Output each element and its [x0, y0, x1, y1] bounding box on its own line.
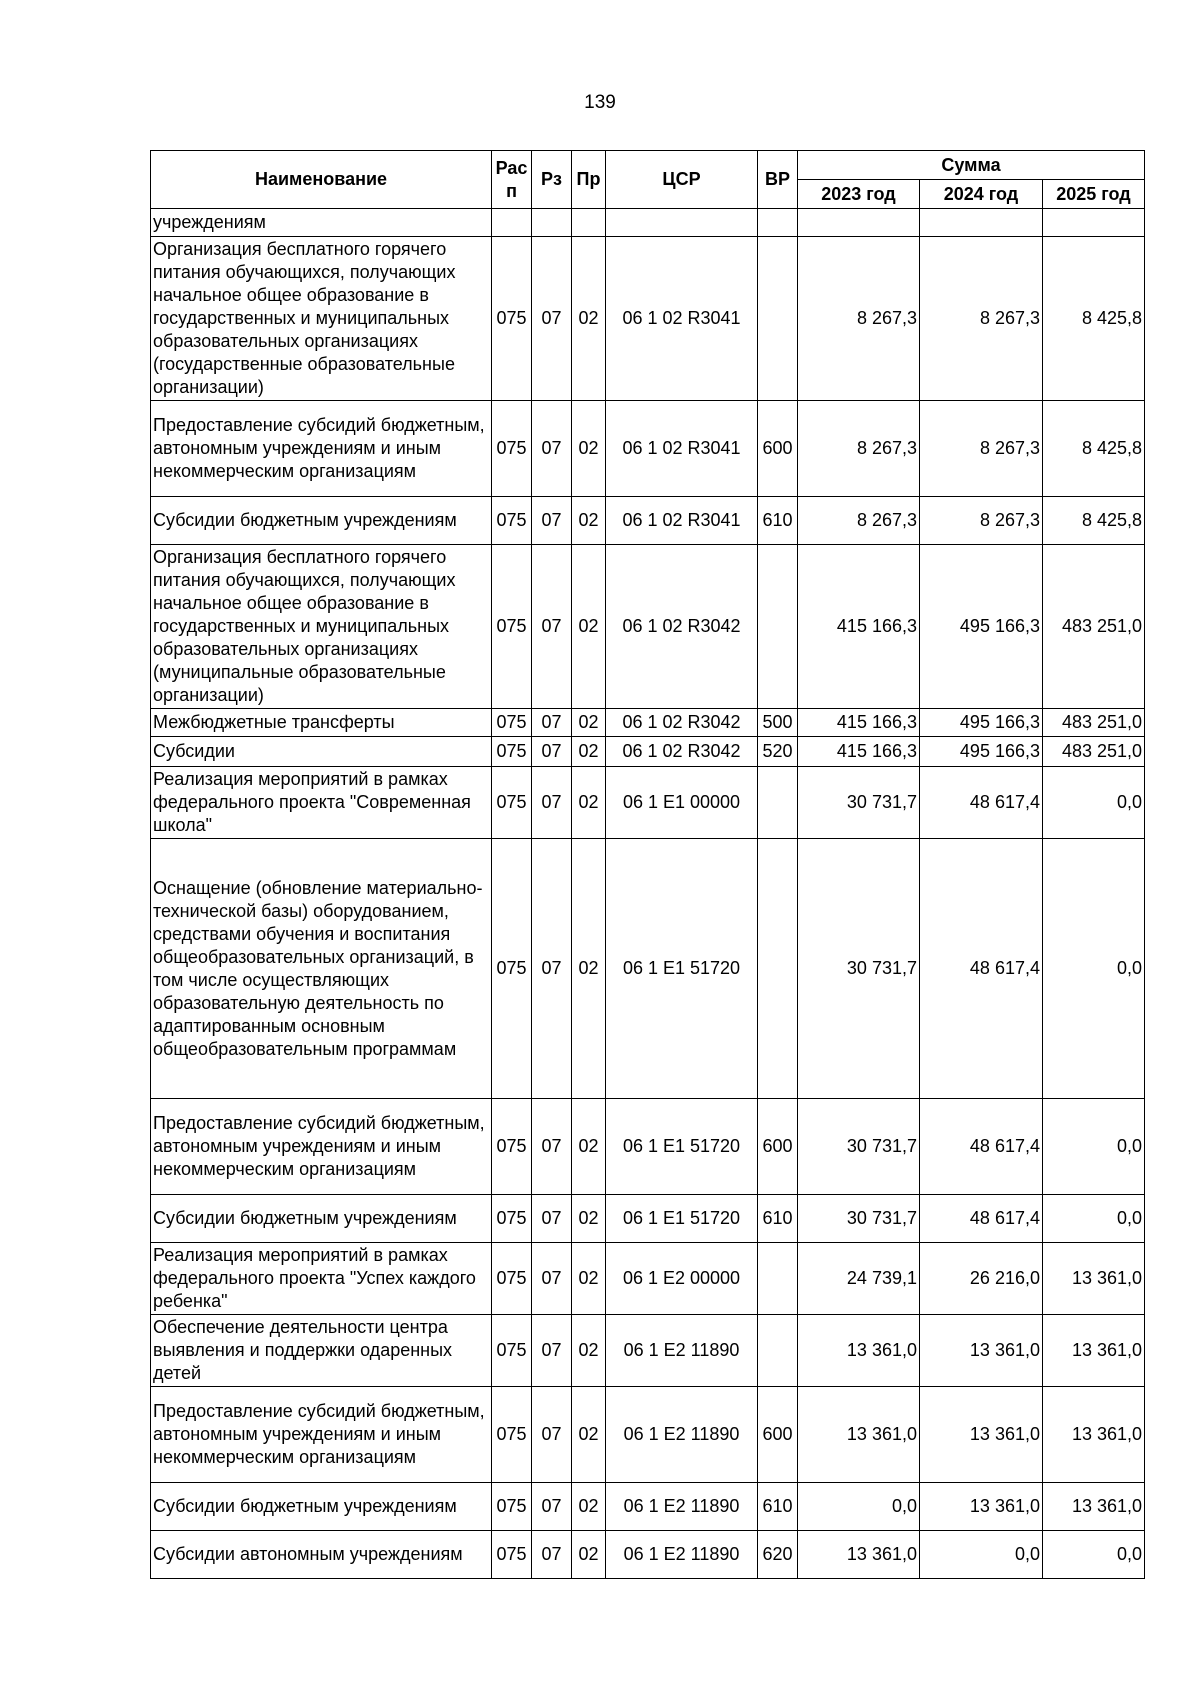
table-row: [151, 737, 1145, 767]
row-2025: 13 361,0: [1043, 1315, 1145, 1387]
table-row: [151, 1483, 1145, 1531]
row-rz: 07: [532, 1195, 572, 1243]
row-csr: [606, 209, 758, 237]
row-rz: 07: [532, 1315, 572, 1387]
table-row: [151, 401, 1145, 497]
col-header-rasp: Рас п: [492, 151, 532, 209]
row-2024: 48 617,4: [920, 1195, 1043, 1243]
row-vr: [758, 839, 798, 1099]
row-2025: 0,0: [1043, 1195, 1145, 1243]
row-rasp: 075: [492, 497, 532, 545]
row-2024: 495 166,3: [920, 737, 1043, 767]
row-vr: 600: [758, 401, 798, 497]
row-name: Организация бесплатного горячего питания обучающихся, получающих начальное общее образование в государственных и муниципальных образовательных организациях (государственные образовательные организации): [151, 237, 492, 401]
table-row: [151, 1195, 1145, 1243]
row-rasp: 075: [492, 767, 532, 839]
col-header-rz: Рз: [532, 151, 572, 209]
row-2024: 48 617,4: [920, 839, 1043, 1099]
row-csr: 06 1 E2 11890: [606, 1315, 758, 1387]
row-2024: 495 166,3: [920, 545, 1043, 709]
col-header-name: Наименование: [151, 151, 492, 209]
row-2023: 30 731,7: [798, 767, 920, 839]
row-2025: 483 251,0: [1043, 709, 1145, 737]
row-2024: 26 216,0: [920, 1243, 1043, 1315]
row-rz: 07: [532, 401, 572, 497]
row-name: Субсидии: [151, 737, 492, 767]
row-rasp: 075: [492, 709, 532, 737]
row-name: Предоставление субсидий бюджетным, автономным учреждениям и иным некоммерческим организациям: [151, 401, 492, 497]
row-2024: 495 166,3: [920, 709, 1043, 737]
row-rasp: 075: [492, 1315, 532, 1387]
row-rz: 07: [532, 497, 572, 545]
row-rz: [532, 209, 572, 237]
row-pr: 02: [572, 1531, 606, 1579]
row-rasp: 075: [492, 545, 532, 709]
row-2023: 13 361,0: [798, 1387, 920, 1483]
row-2024: 13 361,0: [920, 1483, 1043, 1531]
row-2025: 8 425,8: [1043, 497, 1145, 545]
row-csr: 06 1 02 R3041: [606, 497, 758, 545]
page-number: 139: [584, 92, 616, 113]
row-2023: 415 166,3: [798, 545, 920, 709]
row-vr: 500: [758, 709, 798, 737]
row-pr: 02: [572, 1243, 606, 1315]
row-rasp: 075: [492, 237, 532, 401]
row-2024: [920, 209, 1043, 237]
row-rz: 07: [532, 237, 572, 401]
row-rz: 07: [532, 1099, 572, 1195]
row-rasp: 075: [492, 1531, 532, 1579]
row-vr: 600: [758, 1387, 798, 1483]
row-csr: 06 1 E2 11890: [606, 1483, 758, 1531]
row-vr: [758, 237, 798, 401]
col-header-csr: ЦСР: [606, 151, 758, 209]
row-2025: 13 361,0: [1043, 1243, 1145, 1315]
row-name: учреждениям: [151, 209, 492, 237]
row-name: Оснащение (обновление материально-технической базы) оборудованием, средствами обучения и воспитания общеобразовательных организаций, в том числе осуществляющих образовательную деятельность по адаптированным основным общеобразовательным программам: [151, 839, 492, 1099]
row-rz: 07: [532, 1387, 572, 1483]
row-csr: 06 1 E1 51720: [606, 839, 758, 1099]
row-2024: 48 617,4: [920, 767, 1043, 839]
row-2023: 30 731,7: [798, 1195, 920, 1243]
row-2023: 24 739,1: [798, 1243, 920, 1315]
row-2023: 13 361,0: [798, 1315, 920, 1387]
row-rz: 07: [532, 1243, 572, 1315]
row-name: Предоставление субсидий бюджетным, автономным учреждениям и иным некоммерческим организациям: [151, 1099, 492, 1195]
row-vr: 600: [758, 1099, 798, 1195]
row-2024: 8 267,3: [920, 497, 1043, 545]
row-rasp: 075: [492, 1099, 532, 1195]
row-rasp: 075: [492, 401, 532, 497]
row-pr: 02: [572, 767, 606, 839]
row-2023: [798, 209, 920, 237]
row-vr: [758, 1315, 798, 1387]
row-2024: 13 361,0: [920, 1315, 1043, 1387]
row-rasp: 075: [492, 1387, 532, 1483]
row-pr: 02: [572, 497, 606, 545]
table-header: [151, 151, 1145, 209]
row-pr: 02: [572, 401, 606, 497]
row-2023: 8 267,3: [798, 237, 920, 401]
row-name: Субсидии бюджетным учреждениям: [151, 497, 492, 545]
row-2024: 8 267,3: [920, 237, 1043, 401]
row-2023: 8 267,3: [798, 401, 920, 497]
table-row: [151, 545, 1145, 709]
row-pr: 02: [572, 1099, 606, 1195]
row-pr: 02: [572, 1195, 606, 1243]
col-header-summa: Сумма: [798, 151, 1145, 180]
table-row: [151, 1315, 1145, 1387]
table-row: [151, 209, 1145, 237]
row-csr: 06 1 E1 51720: [606, 1195, 758, 1243]
row-vr: [758, 767, 798, 839]
table-row: [151, 237, 1145, 401]
row-rz: 07: [532, 1483, 572, 1531]
row-name: Реализация мероприятий в рамках федерального проекта "Современная школа": [151, 767, 492, 839]
row-name: Организация бесплатного горячего питания обучающихся, получающих начальное общее образование в государственных и муниципальных образовательных организациях (муниципальные образовательные организации): [151, 545, 492, 709]
row-csr: 06 1 02 R3041: [606, 237, 758, 401]
row-2025: 0,0: [1043, 1099, 1145, 1195]
row-2024: 48 617,4: [920, 1099, 1043, 1195]
row-csr: 06 1 E2 11890: [606, 1531, 758, 1579]
row-vr: 610: [758, 497, 798, 545]
row-vr: 610: [758, 1483, 798, 1531]
row-2025: [1043, 209, 1145, 237]
row-csr: 06 1 E1 00000: [606, 767, 758, 839]
row-2025: 0,0: [1043, 1531, 1145, 1579]
col-header-2023: 2023 год: [798, 180, 920, 209]
row-2024: 8 267,3: [920, 401, 1043, 497]
table-row: [151, 839, 1145, 1099]
row-2025: 0,0: [1043, 839, 1145, 1099]
table-row: [151, 1531, 1145, 1579]
row-rz: 07: [532, 709, 572, 737]
row-csr: 06 1 02 R3042: [606, 545, 758, 709]
row-2025: 0,0: [1043, 767, 1145, 839]
row-pr: 02: [572, 737, 606, 767]
row-rasp: 075: [492, 1483, 532, 1531]
col-header-pr: Пр: [572, 151, 606, 209]
row-2023: 415 166,3: [798, 709, 920, 737]
row-csr: 06 1 E1 51720: [606, 1099, 758, 1195]
row-2025: 8 425,8: [1043, 401, 1145, 497]
row-vr: 520: [758, 737, 798, 767]
row-rz: 07: [532, 767, 572, 839]
row-2025: 483 251,0: [1043, 545, 1145, 709]
row-csr: 06 1 E2 11890: [606, 1387, 758, 1483]
row-vr: [758, 545, 798, 709]
row-name: Субсидии бюджетным учреждениям: [151, 1195, 492, 1243]
row-rasp: 075: [492, 1243, 532, 1315]
row-pr: 02: [572, 237, 606, 401]
table-row: [151, 709, 1145, 737]
row-rasp: 075: [492, 1195, 532, 1243]
row-pr: 02: [572, 1387, 606, 1483]
row-2023: 30 731,7: [798, 1099, 920, 1195]
row-2025: 13 361,0: [1043, 1483, 1145, 1531]
row-name: Субсидии бюджетным учреждениям: [151, 1483, 492, 1531]
row-2023: 8 267,3: [798, 497, 920, 545]
row-vr: 620: [758, 1531, 798, 1579]
row-rz: 07: [532, 545, 572, 709]
budget-table: [150, 150, 1145, 1579]
row-rasp: 075: [492, 839, 532, 1099]
row-pr: 02: [572, 1483, 606, 1531]
row-2023: 0,0: [798, 1483, 920, 1531]
row-rasp: 075: [492, 737, 532, 767]
row-csr: 06 1 E2 00000: [606, 1243, 758, 1315]
row-pr: 02: [572, 709, 606, 737]
table-row: [151, 767, 1145, 839]
row-pr: [572, 209, 606, 237]
row-name: Обеспечение деятельности центра выявления и поддержки одаренных детей: [151, 1315, 492, 1387]
row-2025: 483 251,0: [1043, 737, 1145, 767]
row-pr: 02: [572, 1315, 606, 1387]
row-name: Субсидии автономным учреждениям: [151, 1531, 492, 1579]
table-row: [151, 1387, 1145, 1483]
table-row: [151, 497, 1145, 545]
row-vr: [758, 1243, 798, 1315]
row-pr: 02: [572, 545, 606, 709]
row-pr: 02: [572, 839, 606, 1099]
row-csr: 06 1 02 R3042: [606, 709, 758, 737]
row-2025: 8 425,8: [1043, 237, 1145, 401]
row-vr: [758, 209, 798, 237]
row-csr: 06 1 02 R3041: [606, 401, 758, 497]
row-2025: 13 361,0: [1043, 1387, 1145, 1483]
row-2023: 415 166,3: [798, 737, 920, 767]
table-row: [151, 1099, 1145, 1195]
row-2023: 30 731,7: [798, 839, 920, 1099]
row-vr: 610: [758, 1195, 798, 1243]
row-name: Межбюджетные трансферты: [151, 709, 492, 737]
col-header-2025: 2025 год: [1043, 180, 1145, 209]
col-header-2024: 2024 год: [920, 180, 1043, 209]
row-rz: 07: [532, 737, 572, 767]
row-rasp: [492, 209, 532, 237]
row-2023: 13 361,0: [798, 1531, 920, 1579]
table-row: [151, 1243, 1145, 1315]
col-header-vr: ВР: [758, 151, 798, 209]
row-rz: 07: [532, 839, 572, 1099]
row-name: Предоставление субсидий бюджетным, автономным учреждениям и иным некоммерческим организациям: [151, 1387, 492, 1483]
row-name: Реализация мероприятий в рамках федерального проекта "Успех каждого ребенка": [151, 1243, 492, 1315]
row-rz: 07: [532, 1531, 572, 1579]
row-2024: 0,0: [920, 1531, 1043, 1579]
row-csr: 06 1 02 R3042: [606, 737, 758, 767]
row-2024: 13 361,0: [920, 1387, 1043, 1483]
